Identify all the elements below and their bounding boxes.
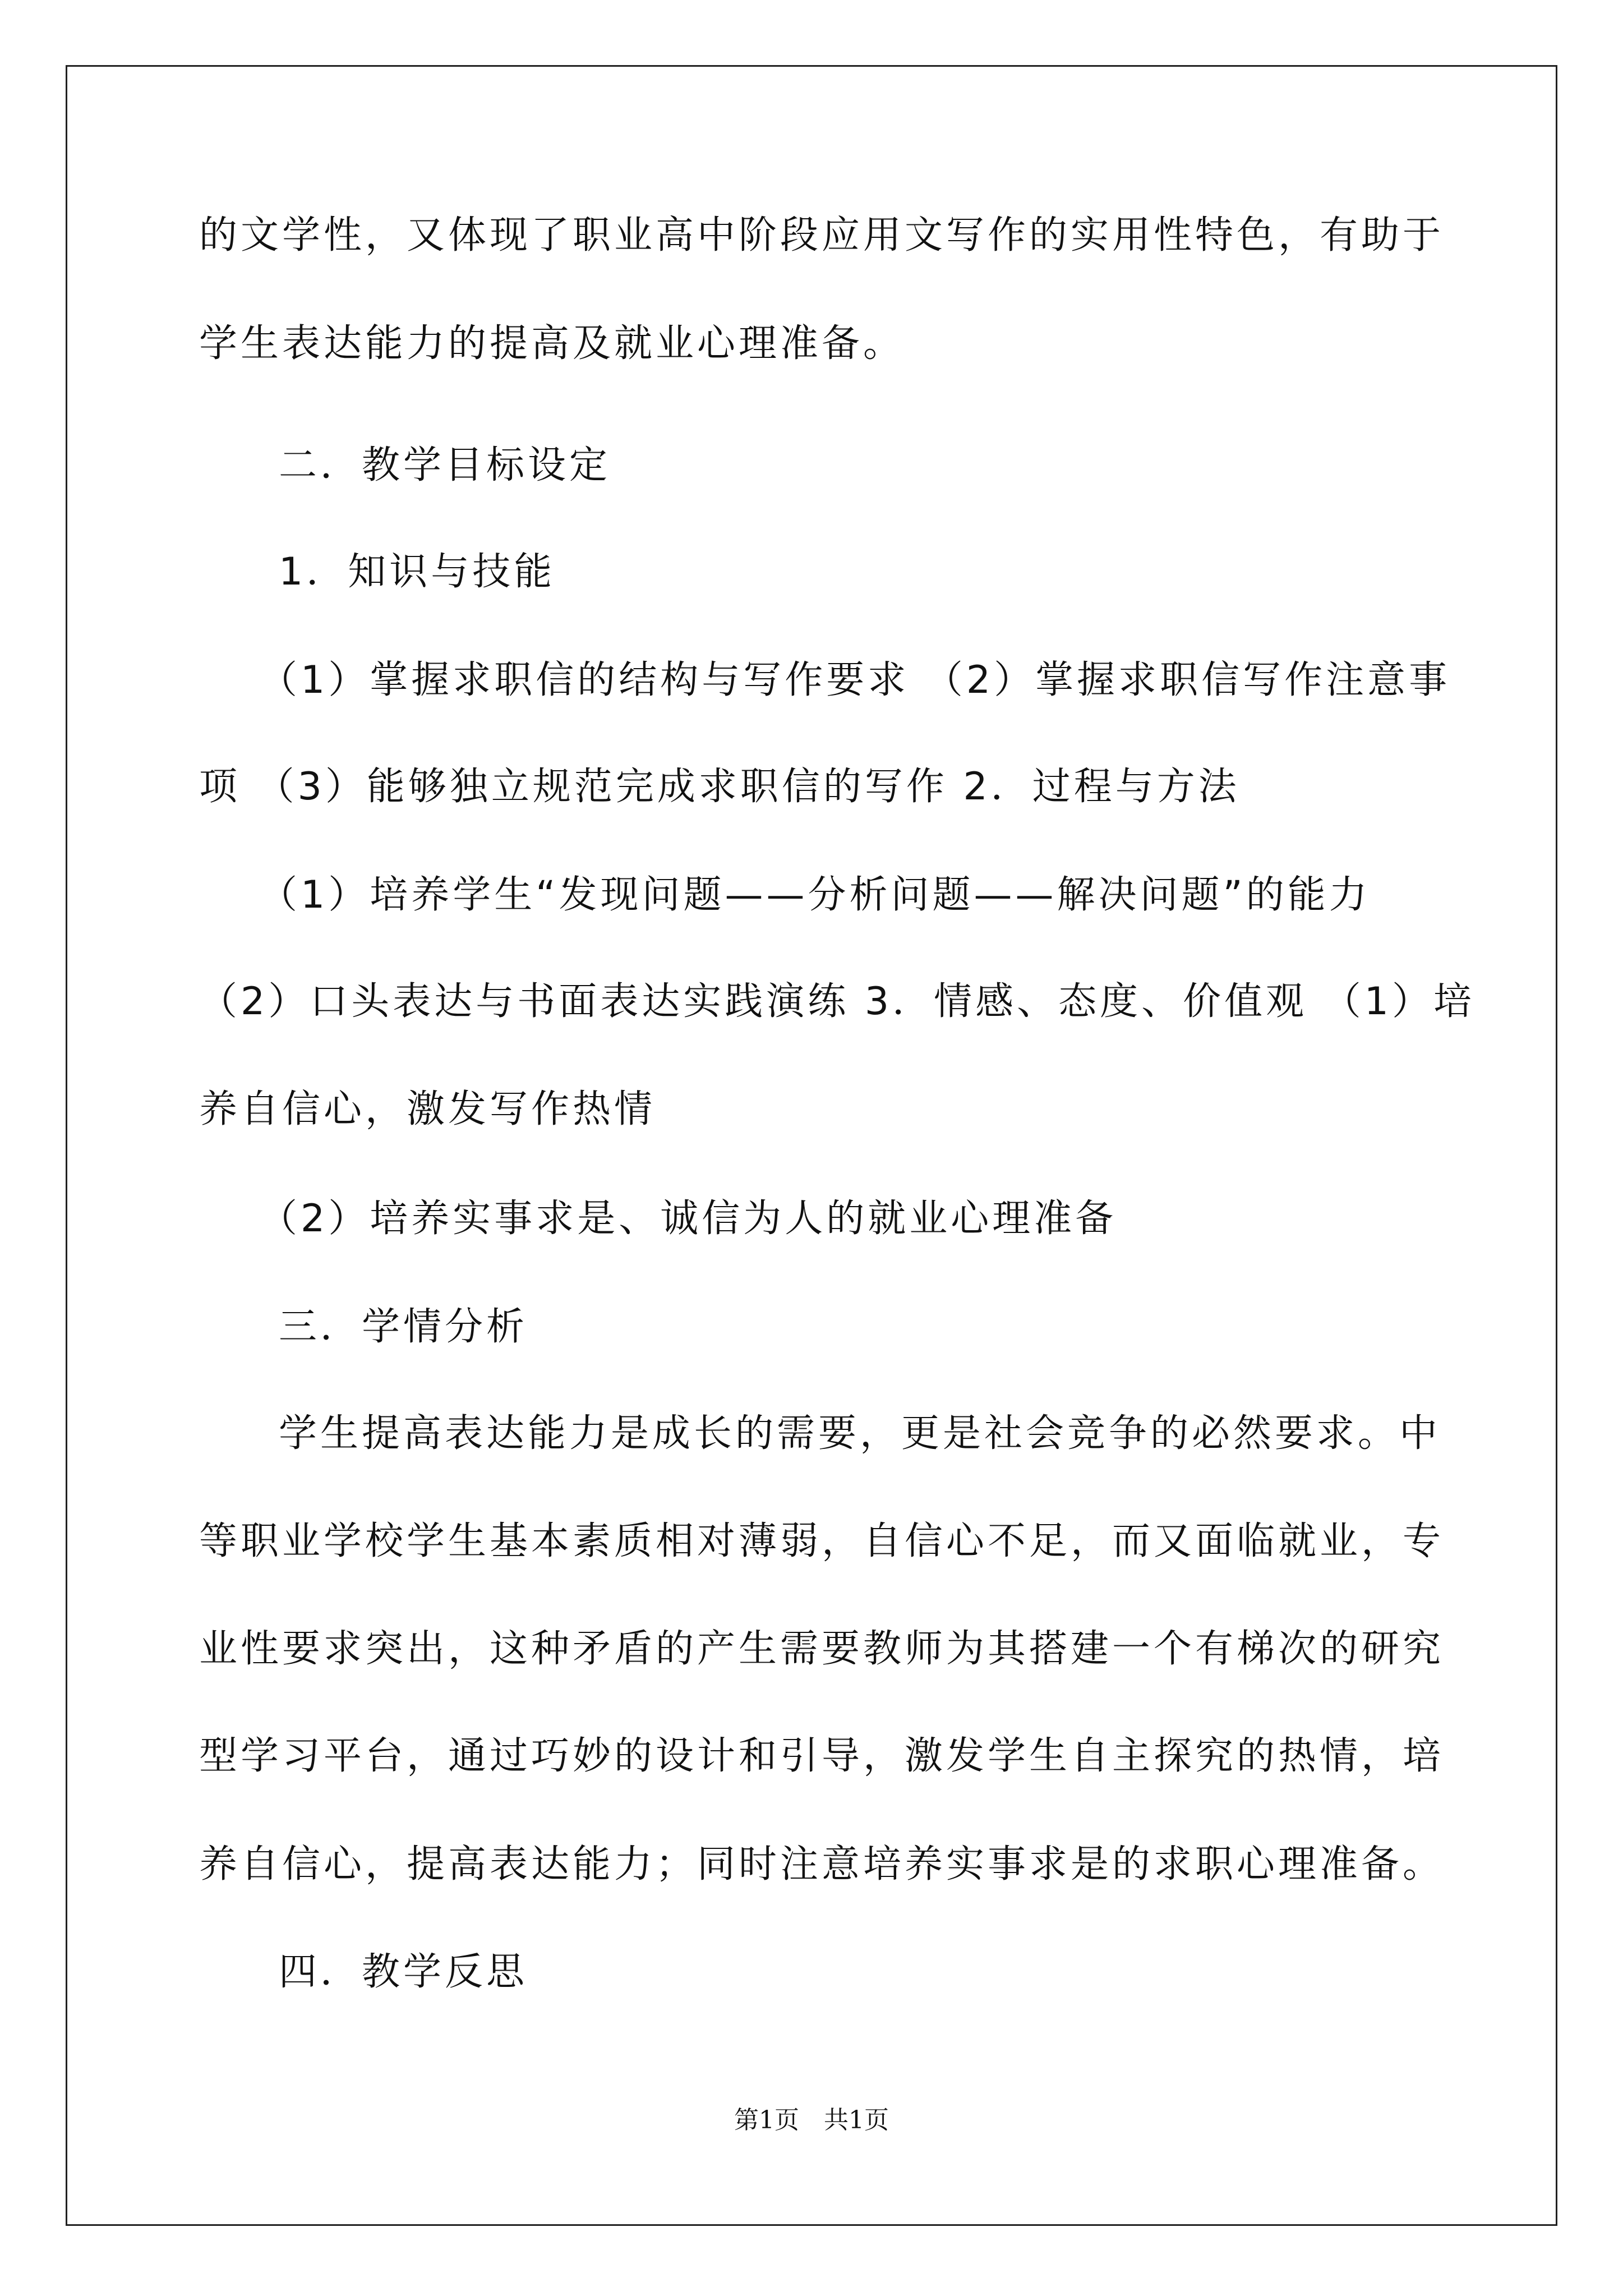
- text-line: （2）培养实事求是、诚信为人的就业心理准备: [259, 1197, 1117, 1241]
- subsection-heading: 1．知识与技能: [279, 550, 556, 594]
- text-line: 学生提高表达能力是成长的需要，更是社会竞争的必然要求。中: [279, 1411, 1441, 1456]
- text-line: 的文学性，又体现了职业高中阶段应用文写作的实用性特色，有助于: [199, 213, 1445, 257]
- section-heading: 二．教学目标设定: [279, 443, 611, 487]
- text-line: 养自信心，激发写作热情: [199, 1087, 656, 1131]
- text-line: （1）培养学生“发现问题——分析问题——解决问题”的能力: [259, 873, 1371, 917]
- page-footer: 第1页 共1页: [734, 2106, 889, 2134]
- text-line: 养自信心，提高表达能力；同时注意培养实事求是的求职心理准备。: [199, 1842, 1445, 1887]
- text-line: 业性要求突出，这种矛盾的产生需要教师为其搭建一个有梯次的研究: [199, 1627, 1445, 1671]
- text-line: 等职业学校学生基本素质相对薄弱，自信心不足，而又面临就业，专: [199, 1519, 1445, 1563]
- section-heading: 三．学情分析: [279, 1305, 528, 1349]
- page-border: [66, 65, 1557, 2226]
- section-heading: 四．教学反思: [279, 1950, 528, 1994]
- text-line: 型学习平台，通过巧妙的设计和引导，激发学生自主探究的热情，培: [199, 1734, 1445, 1778]
- text-line: 项 （3）能够独立规范完成求职信的写作 2．过程与方法: [199, 765, 1240, 809]
- text-line: 学生表达能力的提高及就业心理准备。: [199, 321, 905, 366]
- text-line: （2）口头表达与书面表达实践演练 3．情感、态度、价值观 （1）培: [199, 979, 1476, 1024]
- text-line: （1）掌握求职信的结构与写作要求 （2）掌握求职信写作注意事: [259, 658, 1451, 702]
